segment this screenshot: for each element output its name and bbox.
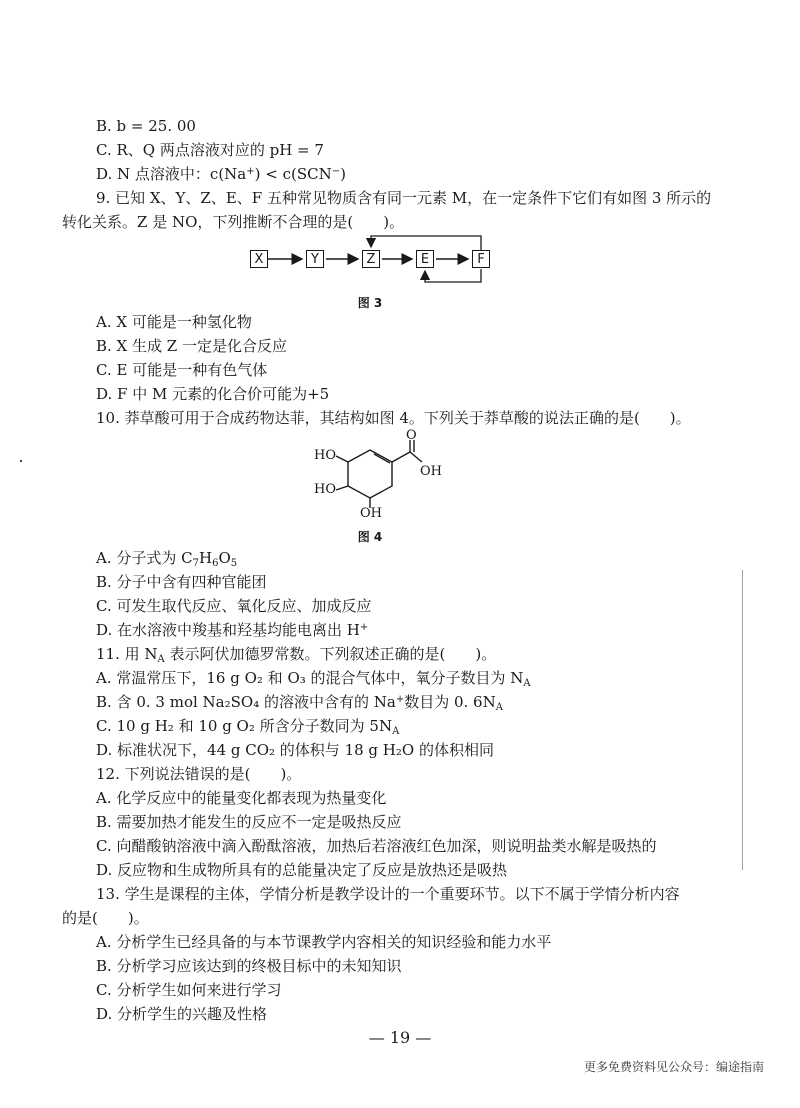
- q9-option-b: B. X 生成 Z 一定是化合反应: [96, 337, 287, 355]
- q11-option-c-pre: C. 10 g H₂ 和 10 g O₂ 所含分子数同为 5N: [96, 717, 393, 735]
- label-ho-top: HO: [314, 448, 336, 463]
- q11-option-b: [96, 692, 503, 712]
- q11-option-a-sub: A: [523, 678, 531, 689]
- q8-option-d-pre: D. N 点溶液中：c(Na: [96, 165, 247, 183]
- label-o-top: O: [406, 428, 417, 443]
- q10-option-d-sup: +: [359, 622, 369, 633]
- q11-stem-post: 表示阿伏加德罗常数。下列叙述正确的是( )。: [164, 645, 497, 663]
- q12-option-c: C. 向醋酸钠溶液中滴入酚酞溶液，加热后若溶液红色加深，则说明盐类水解是吸热的: [96, 837, 657, 855]
- q13-stem-line2: 的是( )。: [62, 909, 149, 927]
- q11-option-d: D. 标准状况下，44 g CO₂ 的体积与 18 g H₂O 的体积相同: [96, 741, 494, 759]
- q11-option-b-pre: B. 含 0. 3 mol Na₂SO₄ 的溶液中含有的 Na: [96, 693, 396, 711]
- q13-stem-line1: 13. 学生是课程的主体，学情分析是教学设计的一个重要环节。以下不属于学情分析内容: [96, 885, 680, 903]
- figure-4-caption: 图 4: [357, 530, 383, 544]
- q13-option-a: A. 分析学生已经具备的与本节课教学内容相关的知识经验和能力水平: [96, 933, 552, 951]
- q10-option-d-pre: D. 在水溶液中羧基和羟基均能电离出 H: [96, 621, 360, 639]
- q12-option-d: D. 反应物和生成物所具有的总能量决定了反应是放热还是吸热: [96, 861, 508, 879]
- label-ho-mid: HO: [314, 482, 336, 497]
- q9-option-d: D. F 中 M 元素的化合价可能为+5: [96, 385, 330, 403]
- box-y: Y: [306, 250, 324, 268]
- q10-option-d: [96, 620, 368, 640]
- q11-option-a: [96, 668, 531, 688]
- q8-option-d-mid: ) < c(SCN: [254, 165, 332, 183]
- q12-option-a: A. 化学反应中的能量变化都表现为热量变化: [96, 789, 387, 807]
- label-oh-right: OH: [420, 464, 442, 479]
- label-oh-bottom: OH: [360, 506, 382, 521]
- q10-option-a-h: H: [199, 549, 213, 567]
- q8-option-d-end: ): [340, 165, 346, 183]
- q10-option-a-o: O: [218, 549, 231, 567]
- q10-option-a-sub2: 6: [212, 558, 219, 569]
- q9-stem-line2: 转化关系。Z 是 NO，下列推断不合理的是( )。: [62, 213, 405, 231]
- q10-option-a: [96, 548, 237, 568]
- q10-option-a-pre: A. 分子式为 C: [96, 549, 193, 567]
- q11-stem: [96, 644, 496, 664]
- box-f: F: [472, 250, 490, 268]
- q10-option-b: B. 分子中含有四种官能团: [96, 573, 267, 591]
- q11-stem-pre: 11. 用 N: [96, 645, 158, 663]
- q9-option-c: C. E 可能是一种有色气体: [96, 361, 268, 379]
- box-e: E: [416, 250, 434, 268]
- figure-4-structure: [300, 428, 460, 524]
- q10-option-c: C. 可发生取代反应、氧化反应、加成反应: [96, 597, 372, 615]
- q8-option-d: D. N 点溶液中：c(Na+) < c(SCN−): [96, 165, 346, 183]
- q10-stem: 10. 莽草酸可用于合成药物达菲，其结构如图 4。下列关于莽草酸的说法正确的是( )。: [96, 409, 691, 427]
- box-z: Z: [362, 250, 380, 268]
- q9-stem-line1: 9. 已知 X、Y、Z、E、F 五种常见物质含有同一元素 M，在一定条件下它们有如图 3 所示的: [96, 189, 712, 207]
- q13-option-c: C. 分析学生如何来进行学习: [96, 981, 282, 999]
- q11-option-b-sup: +: [395, 694, 405, 705]
- q10-option-a-sub1: 7: [192, 558, 199, 569]
- q8-option-b: B. b = 25. 00: [96, 117, 196, 135]
- q11-option-b-post: 数目为 0. 6N: [404, 693, 496, 711]
- scan-edge-line: [742, 570, 743, 870]
- q11-option-b-sub: A: [495, 702, 503, 713]
- page-number: — 19 —: [368, 1028, 432, 1047]
- footer-note: 更多免费资料见公众号：编途指南: [583, 1060, 764, 1074]
- q13-option-b: B. 分析学习应该达到的终极目标中的未知知识: [96, 957, 402, 975]
- q11-stem-sub: A: [157, 654, 165, 665]
- figure-3-caption: 图 3: [357, 296, 383, 310]
- q11-option-a-text: A. 常温常压下，16 g O₂ 和 O₃ 的混合气体中，氧分子数目为 N: [96, 669, 524, 687]
- q12-stem: 12. 下列说法错误的是( )。: [96, 765, 302, 783]
- q8-option-c: C. R、Q 两点溶液对应的 pH = 7: [96, 141, 324, 159]
- box-x: X: [250, 250, 268, 268]
- q11-option-c-sub: A: [392, 726, 400, 737]
- q9-option-a: A. X 可能是一种氢化物: [96, 313, 252, 331]
- q10-option-a-sub3: 5: [230, 558, 238, 569]
- figure-3-diagram: [240, 230, 500, 290]
- q13-option-d: D. 分析学生的兴趣及性格: [96, 1005, 268, 1023]
- scan-speck: [20, 460, 22, 462]
- q12-option-b: B. 需要加热才能发生的反应不一定是吸热反应: [96, 813, 402, 831]
- q11-option-c: [96, 716, 399, 736]
